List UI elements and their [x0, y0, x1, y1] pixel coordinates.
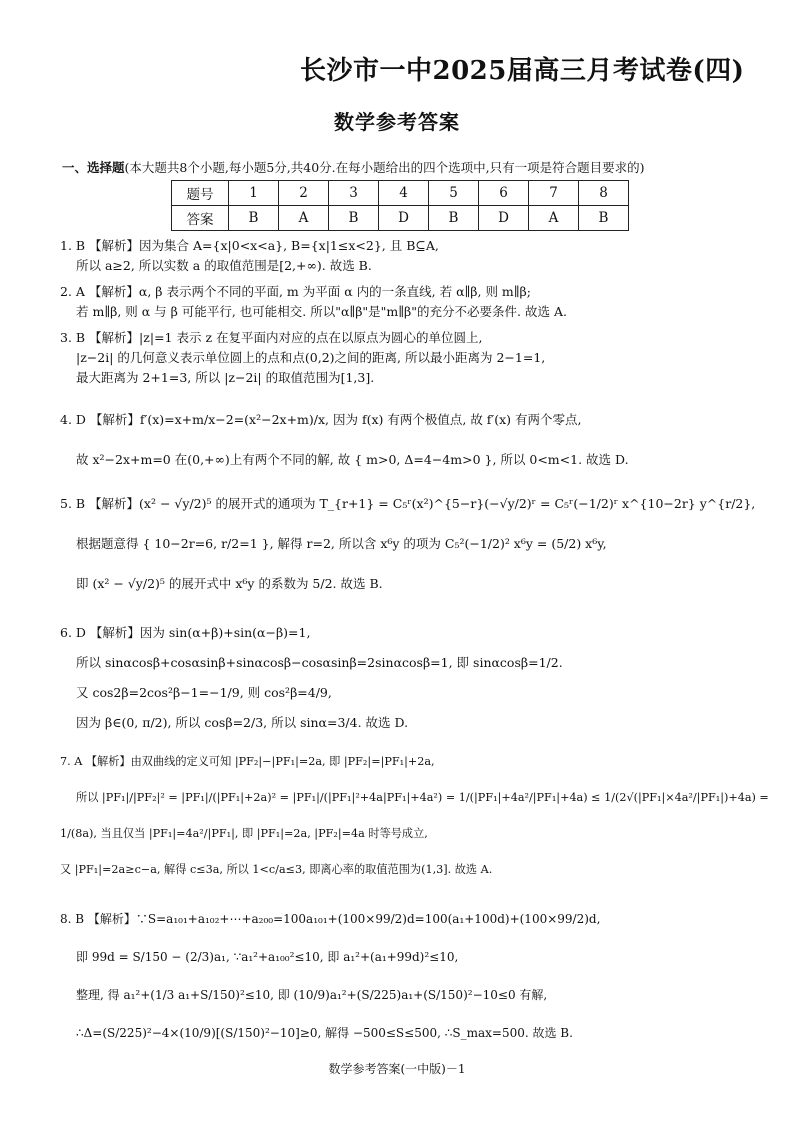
section-heading — [62, 158, 644, 176]
solution-line: 2. A 【解析】α, β 表示两个不同的平面, m 为平面 α 内的一条直线, 若 α∥β, 则 m∥β; — [60, 284, 531, 299]
section-heading-label: 一、选择题 — [62, 160, 125, 175]
solution-1 — [60, 236, 439, 276]
solution-8 — [60, 900, 600, 1052]
solution-3 — [60, 328, 545, 388]
solution-line: 7. A 【解析】由双曲线的定义可知 |PF₂|−|PF₁|=2a, 即 |PF₂|=|PF₁|+2a, — [60, 755, 435, 768]
solution-line: 6. D 【解析】因为 sin(α+β)+sin(α−β)=1, — [60, 625, 311, 640]
answer-table — [171, 180, 629, 231]
exam-title: 长沙市一中2025届高三月考试卷(四) — [300, 56, 745, 86]
solution-line: 整理, 得 a₁²+(1/3 a₁+S/150)²≤10, 即 (10/9)a₁²+(S/225)a₁+(S/150)²−10≤0 有解, — [76, 988, 548, 1002]
solution-line: 所以 |PF₁|/|PF₂|² = |PF₁|/(|PF₁|+2a)² = |PF₁|/(|PF₁|²+4a|PF₁|+4a²) = 1/(|PF₁|+4a²/|PF₁|+4a) ≤ 1/(2√(|PF₁|×4a²/|PF₁|)+4a) = — [76, 791, 769, 804]
answer-letter: D — [379, 206, 429, 231]
solution-6 — [60, 618, 563, 738]
solution-line: |z−2i| 的几何意义表示单位圆上的点和点(0,2)之间的距离, 所以最小距离为 2−1=1, — [76, 350, 546, 365]
number-row-label: 题号 — [172, 181, 229, 206]
solution-4 — [60, 400, 629, 480]
page-footer: 数学参考答案(一中版)－1 — [328, 1062, 466, 1076]
solution-line: 因为 β∈(0, π/2), 所以 cosβ=2/3, 所以 sinα=3/4. 故选 D. — [76, 715, 409, 730]
solution-line: 1/(8a), 当且仅当 |PF₁|=4a²/|PF₁|, 即 |PF₁|=2a, |PF₂|=4a 时等号成立, — [60, 827, 428, 840]
answer-table-answer-row — [172, 206, 629, 231]
solution-line: 故 x²−2x+m=0 在(0,+∞)上有两个不同的解, 故 { m>0, Δ=4−4m>0 }, 所以 0<m<1. 故选 D. — [76, 452, 629, 467]
solution-line: 即 (x² − √y/2)⁵ 的展开式中 x⁶y 的系数为 5/2. 故选 B. — [76, 576, 383, 591]
solution-line: 即 99d = S/150 − (2/3)a₁, ∵a₁²+a₁₀₀²≤10, 即 a₁²+(a₁+99d)²≤10, — [76, 950, 459, 964]
solution-line: 根据题意得 { 10−2r=6, r/2=1 }, 解得 r=2, 所以含 x⁶y 的项为 C₅²(−1/2)² x⁶y = (5/2) x⁶y, — [76, 536, 607, 551]
solution-line: 又 cos2β=2cos²β−1=−1/9, 则 cos²β=4/9, — [76, 685, 332, 700]
solution-2 — [60, 282, 567, 322]
question-number: 5 — [429, 181, 479, 206]
answer-table-number-row — [172, 181, 629, 206]
question-number: 3 — [329, 181, 379, 206]
solution-5 — [60, 484, 755, 604]
solution-7 — [60, 744, 769, 888]
question-number: 1 — [229, 181, 279, 206]
answer-key-subtitle: 数学参考答案 — [334, 110, 460, 134]
section-heading-description: (本大题共8个小题,每小题5分,共40分.在每小题给出的四个选项中,只有一项是符合题目要求的) — [124, 160, 645, 175]
solution-line: 3. B 【解析】|z|=1 表示 z 在复平面内对应的点在以原点为圆心的单位圆上, — [60, 330, 483, 345]
answer-letter: B — [579, 206, 629, 231]
solution-line: 5. B 【解析】(x² − √y/2)⁵ 的展开式的通项为 T_{r+1} = C₅ʳ(x²)^{5−r}(−√y/2)ʳ = C₅ʳ(−1/2)ʳ x^{10−2r} y^{r/2}, — [60, 496, 756, 511]
question-number: 6 — [479, 181, 529, 206]
answer-letter: B — [429, 206, 479, 231]
solution-line: ∴Δ=(S/225)²−4×(10/9)[(S/150)²−10]≥0, 解得 −500≤S≤500, ∴S_max=500. 故选 B. — [76, 1026, 573, 1040]
solution-line: 最大距离为 2+1=3, 所以 |z−2i| 的取值范围为[1,3]. — [76, 370, 375, 385]
solution-line: 所以 a≥2, 所以实数 a 的取值范围是[2,+∞). 故选 B. — [76, 258, 372, 273]
answer-letter: B — [229, 206, 279, 231]
question-number: 2 — [279, 181, 329, 206]
question-number: 4 — [379, 181, 429, 206]
answer-letter: A — [279, 206, 329, 231]
answer-letter: D — [479, 206, 529, 231]
answer-row-label: 答案 — [172, 206, 229, 231]
solution-line: 又 |PF₁|=2a≥c−a, 解得 c≤3a, 所以 1<c/a≤3, 即离心率的取值范围为(1,3]. 故选 A. — [60, 863, 493, 876]
answer-letter: B — [329, 206, 379, 231]
solution-line: 所以 sinαcosβ+cosαsinβ+sinαcosβ−cosαsinβ=2sinαcosβ=1, 即 sinαcosβ=1/2. — [76, 655, 563, 670]
solution-line: 8. B 【解析】∵S=a₁₀₁+a₁₀₂+⋯+a₂₀₀=100a₁₀₁+(100×99/2)d=100(a₁+100d)+(100×99/2)d, — [60, 912, 601, 926]
answer-letter: A — [529, 206, 579, 231]
solution-line: 若 m∥β, 则 α 与 β 可能平行, 也可能相交. 所以"α∥β"是"m∥β"的充分不必要条件. 故选 A. — [76, 304, 567, 319]
solution-line: 1. B 【解析】因为集合 A={x|0<x<a}, B={x|1≤x<2}, 且 B⊆A, — [60, 238, 439, 253]
question-number: 7 — [529, 181, 579, 206]
question-number: 8 — [579, 181, 629, 206]
solution-line: 4. D 【解析】f′(x)=x+m/x−2=(x²−2x+m)/x, 因为 f(x) 有两个极值点, 故 f′(x) 有两个零点, — [60, 412, 582, 427]
